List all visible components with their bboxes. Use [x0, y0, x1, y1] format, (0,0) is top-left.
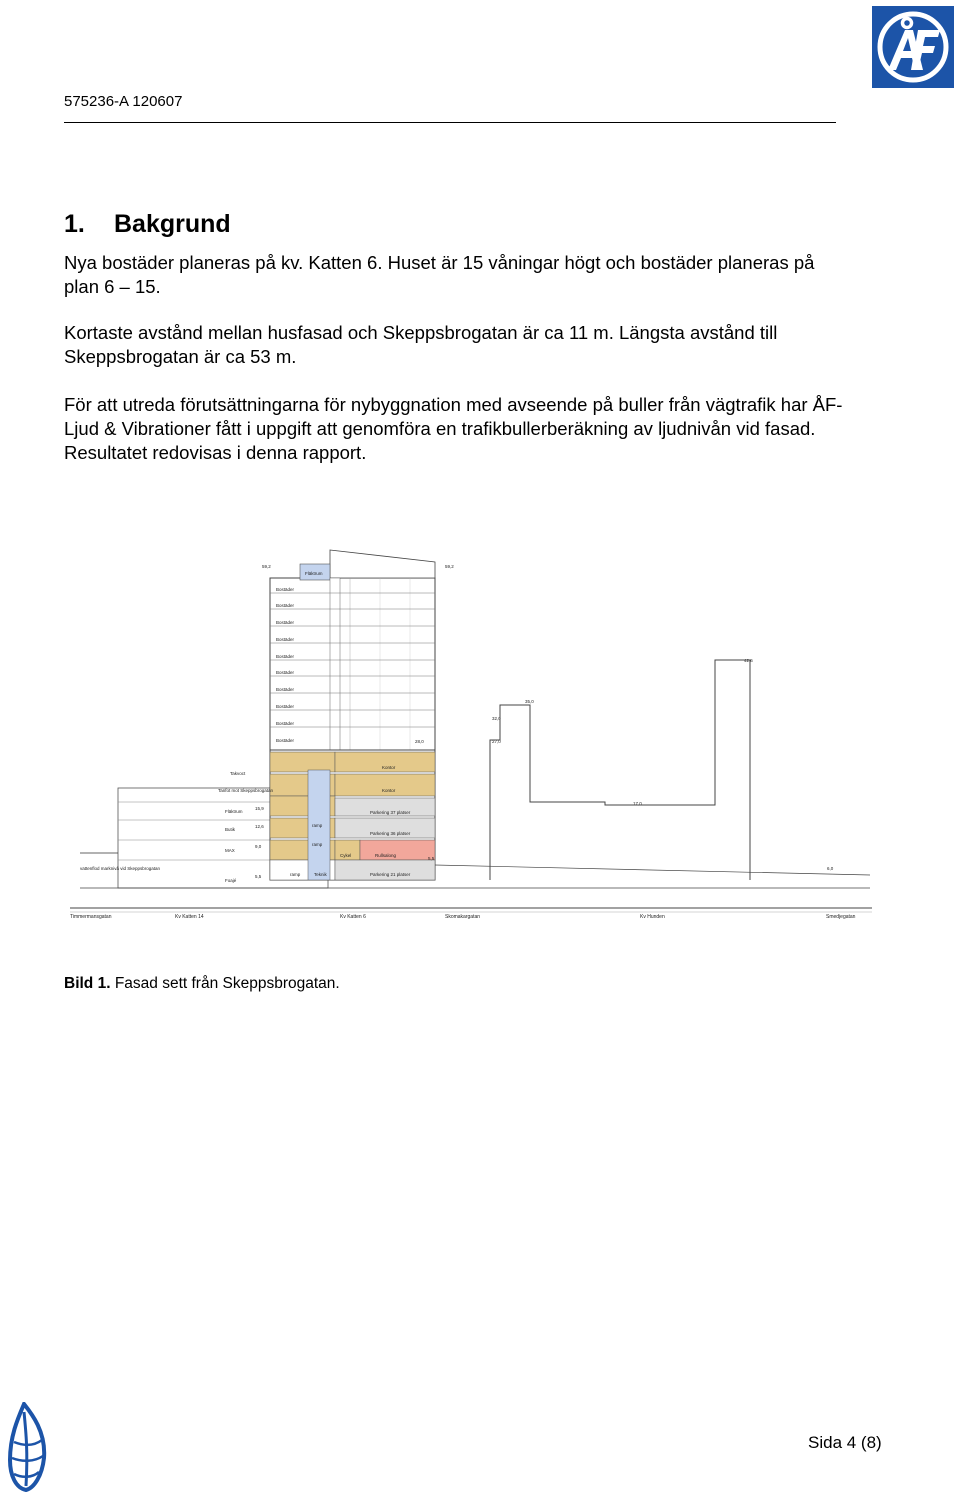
left-label: Foajé [225, 878, 237, 883]
section-heading [64, 210, 231, 239]
street-label: Skomakargatan [445, 914, 481, 920]
caption-label: Bild 1. [64, 975, 111, 992]
street-label: Kv Hunden [640, 914, 665, 920]
paragraph-1: Nya bostäder planeras på kv. Katten 6. Huset är 15 våningar högt och bostäder planeras på plan 6 – 15. [64, 252, 815, 297]
section-title: Bakgrund [114, 210, 231, 238]
left-label: MAX [225, 848, 235, 853]
level-label: 59,2 [445, 564, 454, 569]
floor-label: Bostäder [276, 670, 295, 675]
room-label: Parkering 21 platser [370, 872, 411, 877]
left-label: Takvoct [230, 771, 246, 776]
level-label: 32,0 [492, 716, 501, 721]
level-label: 42,6 [744, 658, 753, 663]
floor-label: Bostäder [276, 637, 295, 642]
room-label: Rullsalong [375, 853, 397, 858]
level-label: 5,5 [255, 874, 262, 879]
caption-text: Fasad sett från Skeppsbrogatan. [110, 975, 340, 992]
floor-label: Bostäder [276, 738, 295, 743]
header-rule [64, 122, 836, 123]
street-label: Smedjegatan [826, 914, 856, 920]
level-label: 9,0 [255, 844, 262, 849]
left-label: vattenflod marknivå vid Skeppsbrogatan [80, 866, 161, 871]
level-label: 28,0 [415, 739, 424, 744]
paragraph-2: Kortaste avstånd mellan husfasad och Skeppsbrogatan är ca 11 m. Längsta avstånd till Skeppsbrogatan är ca 53 m. [64, 322, 778, 367]
street-label: Kv Katten 6 [340, 914, 366, 920]
room-label: Parkering 37 platser [370, 810, 411, 815]
left-label: Tanfot mot Skeppsbrogatan [218, 788, 274, 793]
floor-label: Bostäder [276, 654, 295, 659]
room-label: Parkering 36 platser [370, 831, 411, 836]
shell-logo-icon [4, 1402, 52, 1494]
floor-label: Bostäder [276, 704, 295, 709]
level-label: 59,2 [262, 564, 271, 569]
top-room-label: Fläktrum [305, 571, 323, 576]
room-label: Kontor [382, 788, 396, 793]
room-label: Kontor [382, 765, 396, 770]
floor-label: Bostäder [276, 603, 295, 608]
level-label: 17,0 [633, 801, 642, 806]
left-label: Fläktrum [225, 809, 243, 814]
level-label: 12,6 [255, 824, 264, 829]
street-label: Kv Katten 14 [175, 914, 204, 920]
level-label: 15,9 [255, 806, 264, 811]
document-id: 575236-A 120607 [64, 93, 183, 110]
room-label: ramp [290, 872, 301, 877]
room-label: ramp [312, 823, 323, 828]
room-label: ramp [312, 842, 323, 847]
paragraph-3: För att utreda förutsättningarna för nybyggnation med avseende på buller från vägtrafik har ÅF-Ljud & Vibrationer fått i uppgift att genomföra en trafikbullerberäkning av ljudnivån vid fasad. Resultatet redovisas i denna rapport. [64, 394, 843, 463]
level-label: 27,0 [492, 739, 501, 744]
level-label: 6,0 [827, 866, 834, 871]
floor-label: Bostäder [276, 687, 295, 692]
street-label: Timmermansgatan [70, 914, 112, 920]
facade-section-drawing [60, 530, 880, 925]
af-logo [872, 6, 954, 88]
floor-label: Bostäder [276, 721, 295, 726]
figure-caption [64, 975, 340, 993]
level-label: 35,0 [525, 699, 534, 704]
level-label: 5,5 [428, 856, 435, 861]
page-number: Sida 4 (8) [808, 1433, 882, 1452]
room-label: Teknik [314, 872, 327, 877]
floor-label: Bostäder [276, 587, 295, 592]
section-number: 1. [64, 210, 85, 238]
floor-label: Bostäder [276, 620, 295, 625]
room-label: Cykel [340, 853, 352, 858]
left-label: Butik [225, 827, 236, 832]
